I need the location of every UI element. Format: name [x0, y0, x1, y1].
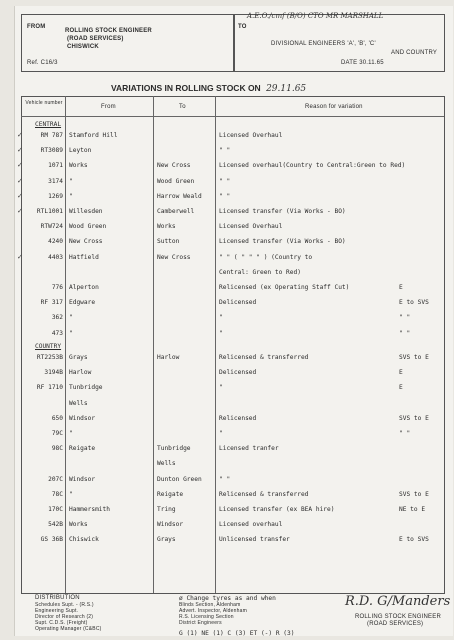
vehicle-number-cell: RT3089 [40, 147, 63, 155]
to-handwritten: A.E.O./cmf (B/O) CTO MR MARSHALL [247, 12, 384, 20]
tick-mark: ✓ [17, 131, 23, 139]
reason-cell: " " [219, 475, 231, 483]
vehicle-number-cell: 79C [51, 430, 63, 437]
from-cell: Leyton [69, 147, 92, 155]
extra-cell: SVS to E [399, 490, 429, 498]
reason-cell: Delicensed [219, 369, 257, 377]
vehicle-number-cell: 98C [51, 445, 63, 453]
to-label: TO [238, 24, 247, 30]
reason-cell: Licensed tranfer [219, 445, 279, 453]
table-row [15, 367, 453, 379]
reason-cell: " [219, 329, 223, 337]
from-cell: " [69, 192, 73, 200]
to-cell: New Cross [157, 253, 191, 261]
table-row [15, 352, 453, 364]
to-cell: Wells [157, 460, 176, 468]
table-row [15, 474, 453, 486]
from-cell: Alperton [69, 284, 99, 291]
reason-cell: Unlicensed transfer [219, 536, 290, 544]
vehicle-number-cell: RF 317 [40, 299, 63, 307]
to-cell: New Cross [157, 162, 191, 170]
table-row [15, 236, 453, 248]
table-row [15, 297, 453, 309]
footer-note-mark: ø [179, 595, 187, 602]
from-cell: Edgware [69, 299, 96, 307]
from-cell: Tunbridge [69, 384, 103, 392]
reason-cell: " " [219, 192, 231, 200]
vehicle-number-cell: 3174 [48, 177, 63, 185]
distribution-item: District Engineers [179, 620, 222, 626]
from-line-3: CHISWICK [67, 44, 99, 50]
reason-cell: Licensed transfer (Via Works - BO) [219, 238, 346, 246]
table-row [15, 398, 453, 410]
vehicle-number-cell: RT2253B [36, 354, 63, 361]
extra-cell: NE to E [399, 506, 426, 513]
to-line: DIVISIONAL ENGINEERS 'A', 'B', 'C' [271, 41, 376, 47]
vehicle-number-cell: 78C [51, 490, 63, 498]
reason-cell: Relicensed [219, 414, 257, 422]
table-row [15, 519, 453, 531]
tick-mark: ✓ [17, 191, 23, 200]
table-row [15, 191, 453, 203]
from-cell: Harlow [69, 369, 92, 377]
table-row [15, 443, 453, 455]
table-row [15, 489, 453, 501]
from-cell: " [69, 177, 73, 185]
to-line-2: AND COUNTRY [391, 50, 438, 56]
section-country: COUNTRY [35, 343, 62, 350]
from-cell: Works [69, 521, 88, 529]
to-cell: Grays [157, 536, 176, 544]
reason-cell: " " [219, 147, 231, 155]
from-cell: " [69, 430, 73, 437]
from-label: FROM [27, 24, 46, 30]
ref-label: Ref. C16/3 [27, 60, 58, 66]
reason-cell: Licensed transfer (Via Works - BO) [219, 208, 346, 215]
reason-cell: " " ( " " " ) (Country to [219, 253, 313, 261]
table-row [15, 130, 453, 142]
distribution-item: Operating Manager (C&BC) [35, 626, 102, 632]
signature: R.D. G/Manders [345, 594, 451, 609]
extra-cell: E [399, 284, 403, 291]
reason-cell: " [219, 430, 223, 437]
reason-cell: Delicensed [219, 299, 257, 307]
footer-codes: G (1) NE (1) C (3) ET (-) R (3) [179, 630, 295, 637]
distribution-item: Blinds Section, Aldenham [179, 602, 241, 608]
vehicle-number-cell: 1269 [48, 192, 63, 200]
distribution-item: R.S. Licensing Section [179, 614, 234, 620]
reason-cell: Relicensed & transferred [219, 490, 309, 498]
from-cell: Wells [69, 399, 88, 407]
distribution-item: Engineering Supt. [35, 608, 79, 614]
to-cell: Works [157, 223, 176, 231]
vehicle-number-cell: 1071 [48, 162, 63, 170]
section-central: CENTRAL [35, 121, 62, 128]
to-cell: Tunbridge [157, 445, 191, 453]
page-title [111, 83, 306, 94]
col-header-to: To [179, 104, 186, 110]
table-row [15, 428, 453, 440]
reason-cell: " " [219, 177, 231, 185]
vehicle-number-cell: 4240 [48, 238, 63, 246]
distribution-label: DISTRIBUTION [35, 595, 80, 601]
extra-cell: E to SVS [399, 536, 429, 544]
table-row [15, 328, 453, 340]
to-cell: Harrow Weald [157, 192, 202, 200]
tick-mark: ✓ [17, 252, 23, 261]
footer-note [179, 595, 276, 602]
from-cell: Stamford Hill [69, 132, 118, 139]
from-cell: Windsor [69, 475, 96, 483]
distribution-mid [179, 602, 247, 626]
distribution-item: Supt. C.D.S. (Freight) [35, 620, 88, 626]
distribution-left [35, 602, 102, 632]
to-cell: Tring [157, 506, 176, 513]
document-sheet [14, 6, 453, 636]
extra-cell: SVS to E [399, 354, 429, 361]
from-cell: Wood Green [69, 223, 107, 231]
from-line-2: (ROAD SERVICES) [67, 36, 124, 42]
table-row [15, 145, 453, 157]
reason-cell: Licensed overhaul [219, 521, 283, 529]
vehicle-number-cell: 3194B [44, 369, 63, 377]
col-header-from: From [101, 104, 116, 110]
extra-cell: " " [399, 430, 411, 437]
table-row [15, 221, 453, 233]
vehicle-number-cell: 170C [48, 506, 63, 513]
table-row [15, 176, 453, 188]
vehicle-number-cell: 207C [48, 475, 63, 483]
footer-note-text: Change tyres as and when [186, 595, 276, 602]
tick-mark: ✓ [17, 146, 23, 155]
to-cell: Camberwell [157, 208, 195, 215]
table-row [15, 282, 453, 294]
table-row [15, 534, 453, 546]
table-row [15, 252, 453, 264]
from-cell: New Cross [69, 238, 103, 246]
reason-cell: Licensed transfer (ex BEA hire) [219, 506, 335, 513]
date-label: DATE 30.11.65 [341, 60, 384, 66]
to-cell: Windsor [157, 521, 184, 529]
from-cell: Hammersmith [69, 506, 110, 513]
reason-cell: Relicensed (ex Operating Staff Cut) [219, 284, 350, 291]
to-cell: Dunton Green [157, 475, 202, 483]
vehicle-number-cell: RTL1001 [36, 208, 63, 215]
reason-cell: Central: Green to Red) [219, 268, 301, 276]
table-row [15, 206, 453, 218]
vehicle-number-cell: 542B [48, 521, 63, 529]
from-cell: Chiswick [69, 536, 99, 544]
vehicle-number-cell: 473 [51, 329, 63, 337]
tick-mark: ✓ [17, 161, 23, 170]
extra-cell: E to SVS [399, 299, 429, 307]
from-cell: " [69, 490, 73, 498]
title-text: VARIATIONS IN ROLLING STOCK ON [111, 83, 261, 93]
title-date: 29.11.65 [266, 84, 307, 94]
from-cell: Works [69, 162, 88, 170]
reason-cell: " [219, 384, 223, 392]
table-row [15, 160, 453, 172]
table-row [15, 312, 453, 324]
from-cell: Grays [69, 354, 88, 361]
extra-cell: E [399, 369, 403, 377]
from-cell: Willesden [69, 208, 103, 215]
extra-cell: " " [399, 329, 411, 337]
table-row [15, 458, 453, 470]
vehicle-number-cell: GS 36B [40, 536, 63, 544]
vehicle-number-cell: RTW724 [40, 223, 63, 231]
distribution-item: Schedules Supt. - (R.S.) [35, 602, 94, 608]
sign-role-2: (ROAD SERVICES) [367, 621, 424, 627]
header-rule [21, 116, 444, 117]
from-cell: " [69, 329, 73, 337]
tick-mark: ✓ [17, 207, 23, 215]
to-cell: Harlow [157, 354, 180, 361]
distribution-item: Advert. Inspector, Aldenham [179, 608, 247, 614]
col-header-vehicle: Vehicle number [25, 100, 63, 106]
reason-cell: " [219, 314, 223, 322]
from-cell: Reigate [69, 445, 96, 453]
vehicle-number-cell: 650 [51, 414, 63, 422]
sign-role: ROLLING STOCK ENGINEER [355, 614, 441, 620]
table-row [15, 382, 453, 394]
vehicle-number-cell: RF 1710 [36, 384, 63, 392]
vehicle-number-cell: 362 [51, 314, 63, 322]
tick-mark: ✓ [17, 176, 23, 185]
from-cell: Windsor [69, 414, 96, 422]
from-cell: " [69, 314, 73, 322]
from-line-1: ROLLING STOCK ENGINEER [65, 28, 152, 34]
distribution-item: Director of Research (2) [35, 614, 94, 620]
vehicle-number-cell: RM 787 [40, 132, 63, 139]
table-row [15, 504, 453, 516]
extra-cell: " " [399, 314, 411, 322]
extra-cell: SVS to E [399, 414, 429, 422]
table-row [15, 413, 453, 425]
vehicle-number-cell: 776 [51, 284, 63, 291]
reason-cell: Licensed Overhaul [219, 132, 283, 139]
extra-cell: E [399, 384, 403, 392]
table-row [15, 267, 453, 279]
to-cell: Wood Green [157, 177, 195, 185]
reason-cell: Licensed overhaul(Country to Central:Green to Red) [219, 162, 406, 170]
vehicle-number-cell: 4403 [48, 253, 63, 261]
from-cell: Hatfield [69, 253, 99, 261]
reason-cell: Relicensed & transferred [219, 354, 309, 361]
to-cell: Sutton [157, 238, 180, 246]
to-cell: Reigate [157, 490, 184, 498]
reason-cell: Licensed Overhaul [219, 223, 283, 231]
col-header-reason: Reason for variation [305, 104, 363, 110]
